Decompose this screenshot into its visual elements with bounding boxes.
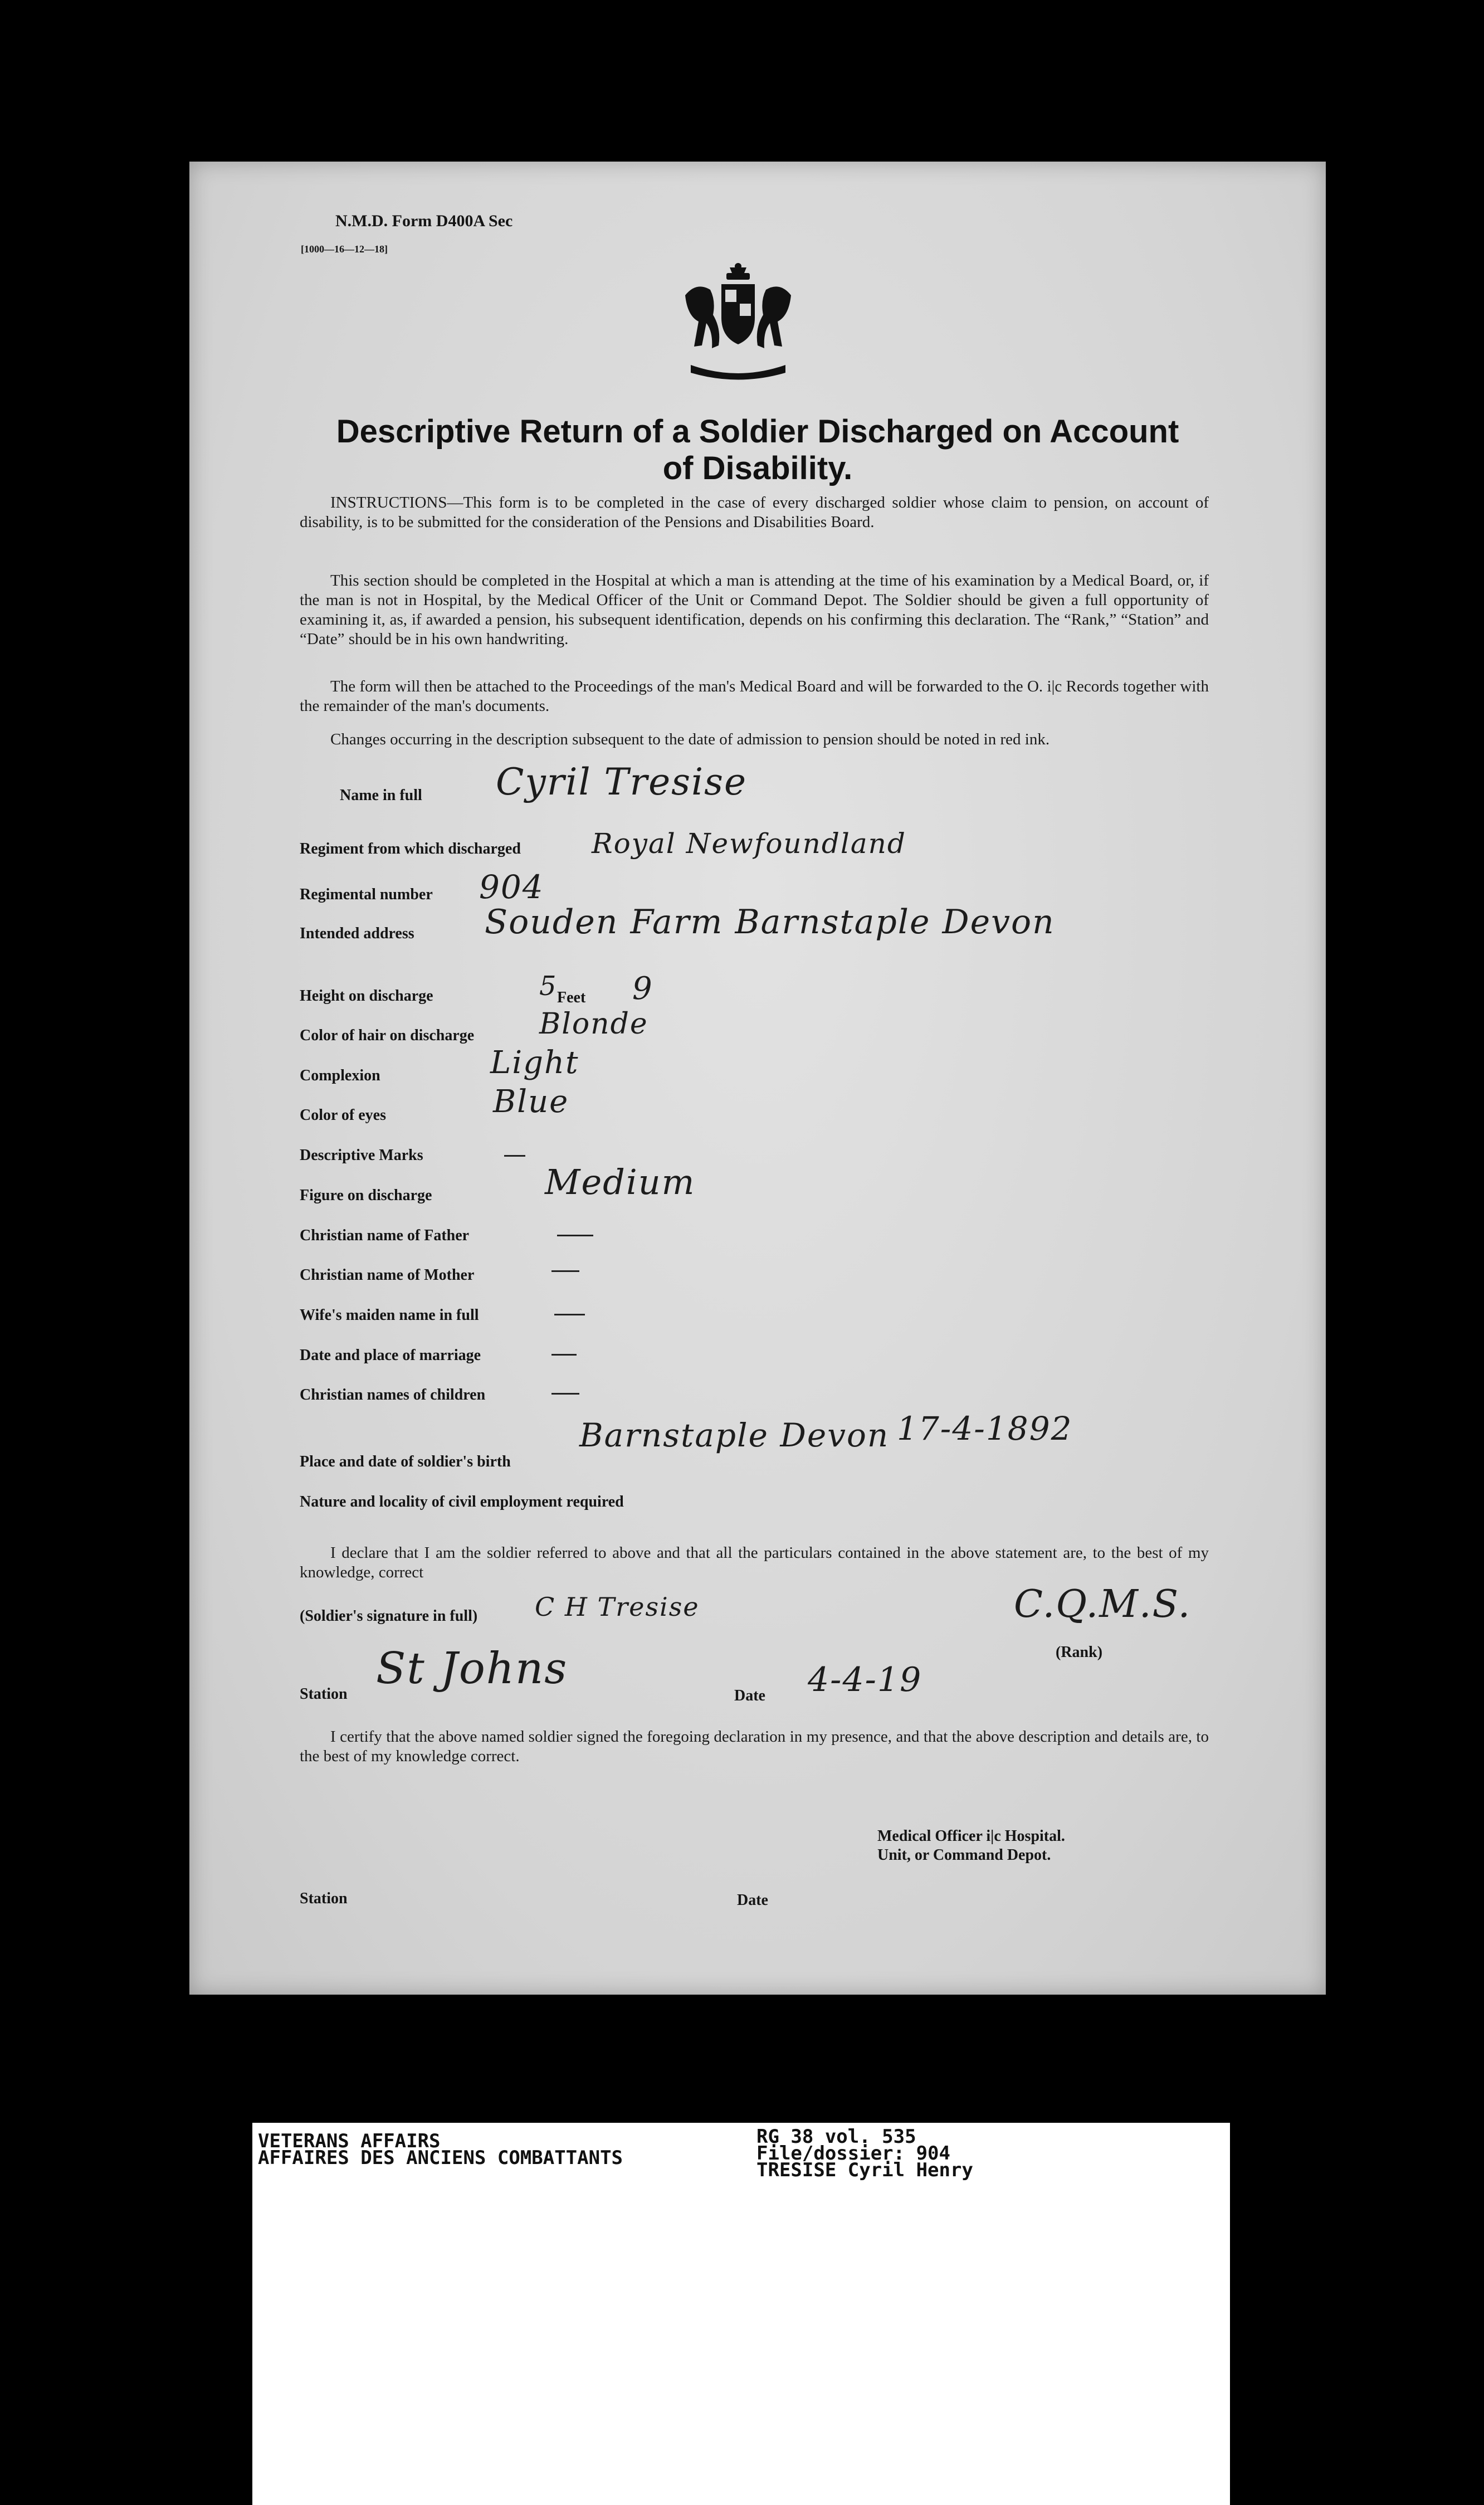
- name-value: Cyril Tresise: [496, 761, 748, 803]
- declaration-text: I declare that I am the soldier referred to above and that all the particulars contained in the above statement are, to the best of my knowledge, correct: [300, 1544, 1209, 1581]
- figure-value: Medium: [545, 1162, 696, 1202]
- hair-color-label: Color of hair on discharge: [300, 1027, 475, 1044]
- eye-color-value: Blue: [493, 1084, 569, 1120]
- intended-address-label: Intended address: [300, 925, 414, 942]
- regiment-label: Regiment from which discharged: [300, 840, 521, 857]
- station-value: St Johns: [376, 1644, 568, 1694]
- certification-station-label: Station: [300, 1890, 348, 1907]
- mother-name-label: Christian name of Mother: [300, 1266, 475, 1284]
- archive-reference: RG 38 vol. 535: [756, 2126, 916, 2148]
- regimental-number-value: 904: [479, 868, 544, 906]
- date-value: 4-4-19: [808, 1660, 922, 1699]
- title-line-1: Descriptive Return of a Soldier Discharged on Account: [336, 413, 1179, 450]
- form-sheet: [189, 162, 1326, 1995]
- signature-label: (Soldier's signature in full): [300, 1607, 478, 1625]
- blank-dash: [554, 1314, 585, 1315]
- blank-dash: [504, 1155, 525, 1157]
- officer-title-line-1: Medical Officer i|c Hospital.: [877, 1827, 1065, 1845]
- soldier-signature-value: C H Tresise: [535, 1592, 700, 1622]
- hair-color-value: Blonde: [539, 1007, 648, 1041]
- father-name-label: Christian name of Father: [300, 1227, 470, 1244]
- wife-maiden-name-label: Wife's maiden name in full: [300, 1307, 479, 1324]
- instructions-paragraph: INSTRUCTIONS—This form is to be completed in the case of every discharged soldier whose claim to pension, on account of disability, is to be submitted for the consideration of the Pensions and Disabilities Board.: [300, 494, 1209, 531]
- regiment-value: Royal Newfoundland: [592, 827, 906, 860]
- birth-label: Place and date of soldier's birth: [300, 1453, 511, 1470]
- blank-dash: [551, 1393, 579, 1395]
- archive-label-line-2: AFFAIRES DES ANCIENS COMBATTANTS: [258, 2147, 623, 2169]
- station-label: Station: [300, 1685, 348, 1703]
- certification-date-label: Date: [737, 1892, 768, 1909]
- officer-title-line-2: Unit, or Command Depot.: [877, 1846, 1051, 1864]
- red-ink-paragraph: Changes occurring in the description subsequent to the date of admission to pension should be noted in red ink.: [330, 730, 1050, 748]
- eye-color-label: Color of eyes: [300, 1107, 386, 1124]
- rank-label: (Rank): [1056, 1644, 1103, 1661]
- print-code: [1000—16—12—18]: [301, 243, 388, 255]
- regimental-number-label: Regimental number: [300, 886, 433, 903]
- archive-soldier-name: TRESISE Cyril Henry: [756, 2159, 973, 2181]
- complexion-value: Light: [490, 1045, 579, 1081]
- form-title: [189, 413, 1326, 487]
- birth-date-value: 17-4-1892: [897, 1410, 1073, 1448]
- title-line-2: of Disability.: [662, 450, 853, 486]
- attachment-paragraph: The form will then be attached to the Proceedings of the man's Medical Board and will be forwarded to the O. i|c Records together with the remainder of the man's documents.: [300, 678, 1209, 715]
- date-label: Date: [734, 1687, 765, 1704]
- section-completion-paragraph: This section should be completed in the Hospital at which a man is attending at the time of his examination by a Medical Board, or, if the man is not in Hospital, by the Medical Officer of the Unit or Command Depot. The Soldier should be given a full opportunity of examining it, as, if awarded a pension, his subsequent identification, depends on his confirming this declaration. The “Rank,” “Station” and “Date” should be in his own handwriting.: [300, 572, 1209, 648]
- complexion-label: Complexion: [300, 1067, 380, 1084]
- height-label: Height on discharge: [300, 987, 433, 1005]
- blank-dash: [551, 1270, 579, 1272]
- archive-label-line-1: VETERANS AFFAIRS: [258, 2130, 441, 2152]
- blank-dash: [551, 1354, 577, 1356]
- archive-label: [252, 2123, 1230, 2505]
- intended-address-value: Souden Farm Barnstaple Devon: [485, 903, 1055, 942]
- marriage-label: Date and place of marriage: [300, 1347, 481, 1364]
- figure-label: Figure on discharge: [300, 1187, 432, 1204]
- blank-dash: [557, 1235, 593, 1236]
- height-feet-value: 5: [539, 971, 558, 1002]
- rank-value: C.Q.M.S.: [1014, 1582, 1192, 1626]
- children-names-label: Christian names of children: [300, 1386, 486, 1403]
- employment-label: Nature and locality of civil employment required: [300, 1493, 624, 1510]
- name-label: Name in full: [340, 787, 422, 804]
- descriptive-marks-label: Descriptive Marks: [300, 1147, 423, 1164]
- height-inches-value: 9: [632, 971, 653, 1007]
- feet-label: Feet: [557, 989, 586, 1006]
- certification-text: I certify that the above named soldier signed the foregoing declaration in my presence, and that the above description and details are, to the best of my knowledge correct.: [300, 1728, 1209, 1765]
- birth-place-value: Barnstaple Devon: [579, 1416, 890, 1454]
- archive-file-number: File/dossier: 904: [756, 2142, 950, 2165]
- form-number: N.M.D. Form D400A Sec: [335, 212, 513, 230]
- royal-coat-of-arms-icon: [668, 262, 808, 384]
